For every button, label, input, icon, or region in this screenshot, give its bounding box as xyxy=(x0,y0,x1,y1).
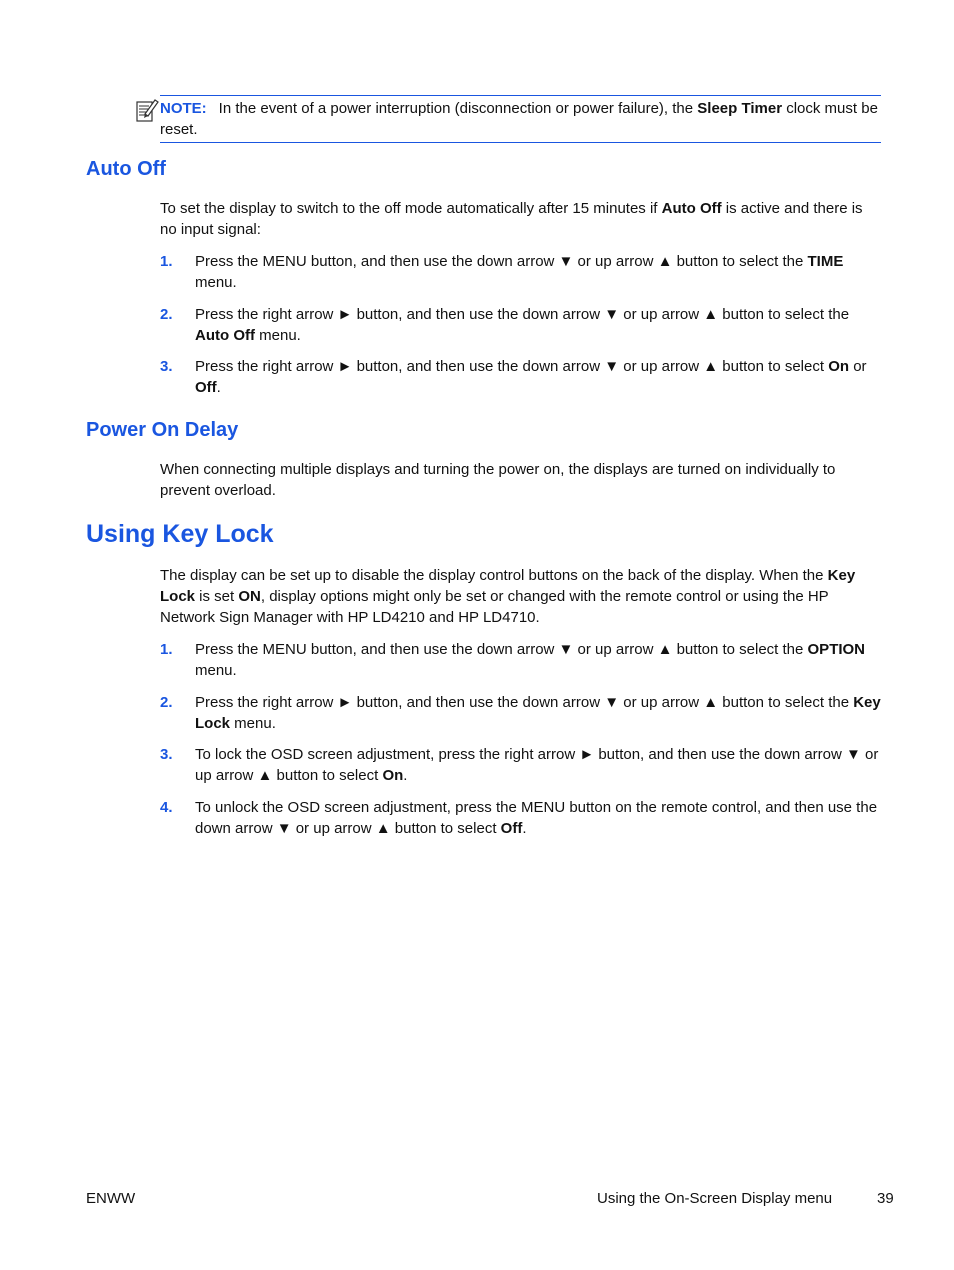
auto-off-intro xyxy=(160,198,882,240)
step-text xyxy=(195,251,882,293)
step-text-1: To unlock the OSD screen adjustment, press the MENU button on the remote control, and then use the down arrow ▼ or up arrow ▲ button to select xyxy=(195,799,878,837)
note-label: NOTE: xyxy=(160,100,207,117)
note-text-2: clock must be reset. xyxy=(160,100,878,138)
note-text-1: In the event of a power interruption (disconnection or power failure), the xyxy=(218,100,698,117)
step-text xyxy=(195,356,882,398)
footer-page-number: 39 xyxy=(877,1190,894,1207)
key-lock-intro-text-3: , display options might only be set or changed with the remote control or using the HP Network Sign Manager with HP LD4210 and HP LD4710. xyxy=(160,588,829,626)
power-on-delay-text: When connecting multiple displays and turning the power on, the displays are turned on individually to prevent overload. xyxy=(160,461,836,499)
step-number: 1. xyxy=(160,253,173,270)
step-number: 3. xyxy=(160,358,173,375)
key-lock-intro-bold-1: Key Lock xyxy=(160,567,856,605)
key-lock-step-1 xyxy=(160,639,882,681)
step-text-2: menu. xyxy=(230,715,276,732)
step-text xyxy=(195,797,882,839)
step-bold-1: Off xyxy=(500,820,523,837)
step-text-2: menu. xyxy=(195,274,237,291)
step-number: 2. xyxy=(160,694,173,711)
note-bold-sleep-timer: Sleep Timer xyxy=(697,100,783,117)
auto-off-step-1 xyxy=(160,251,882,293)
step-number: 3. xyxy=(160,746,173,763)
step-text-1: Press the MENU button, and then use the down arrow ▼ or up arrow ▲ button to select the xyxy=(195,253,808,270)
step-text-1: Press the right arrow ► button, and then use the down arrow ▼ or up arrow ▲ button to select the xyxy=(195,694,854,711)
footer-section-title: Using the On-Screen Display menu xyxy=(597,1190,833,1207)
step-text-1: To lock the OSD screen adjustment, press the right arrow ► button, and then use the down arrow ▼ or up arrow ▲ button to select xyxy=(195,746,879,784)
step-text-1: Press the right arrow ► button, and then use the down arrow ▼ or up arrow ▲ button to select the xyxy=(195,306,850,323)
key-lock-intro-text-1: The display can be set up to disable the display control buttons on the back of the display. When the xyxy=(160,567,828,584)
step-text-1: Press the right arrow ► button, and then use the down arrow ▼ or up arrow ▲ button to select xyxy=(195,358,829,375)
key-lock-intro xyxy=(160,565,882,628)
step-text xyxy=(195,304,882,346)
auto-off-step-3 xyxy=(160,356,882,398)
step-bold-1: Key Lock xyxy=(195,694,881,732)
step-text xyxy=(195,639,882,681)
step-text xyxy=(195,692,882,734)
key-lock-step-2 xyxy=(160,692,882,734)
step-text-1: Press the MENU button, and then use the down arrow ▼ or up arrow ▲ button to select the xyxy=(195,641,808,658)
step-bold-2: Off xyxy=(195,379,217,396)
step-bold-1: On xyxy=(382,767,404,784)
key-lock-intro-bold-2: ON xyxy=(238,588,261,605)
power-on-delay-heading: Power On Delay xyxy=(86,419,239,441)
step-number: 4. xyxy=(160,799,173,816)
step-bold-1: Auto Off xyxy=(195,327,255,344)
step-text-2: . xyxy=(403,767,408,784)
auto-off-heading: Auto Off xyxy=(86,158,166,180)
step-text xyxy=(195,744,882,786)
key-lock-heading: Using Key Lock xyxy=(86,520,274,548)
step-text-2: menu. xyxy=(254,327,301,344)
step-number: 1. xyxy=(160,641,173,658)
auto-off-intro-bold: Auto Off xyxy=(661,200,722,217)
step-text-2: . xyxy=(522,820,527,837)
auto-off-intro-text-2: is active and there is no input signal: xyxy=(160,200,863,238)
step-bold-1: On xyxy=(828,358,850,375)
step-text-2: menu. xyxy=(195,662,237,679)
auto-off-intro-text-1: To set the display to switch to the off mode automatically after 15 minutes if xyxy=(160,200,662,217)
note-pencil-icon xyxy=(135,97,159,123)
step-text-3: . xyxy=(216,379,221,396)
auto-off-step-2 xyxy=(160,304,882,346)
step-bold-1: TIME xyxy=(807,253,844,270)
key-lock-intro-text-2: is set xyxy=(195,588,239,605)
step-bold-1: OPTION xyxy=(807,641,866,658)
note-box xyxy=(160,95,881,143)
key-lock-step-4 xyxy=(160,797,882,839)
step-number: 2. xyxy=(160,306,173,323)
key-lock-step-3 xyxy=(160,744,882,786)
footer-left: ENWW xyxy=(86,1190,136,1207)
step-text-2: or xyxy=(849,358,867,375)
